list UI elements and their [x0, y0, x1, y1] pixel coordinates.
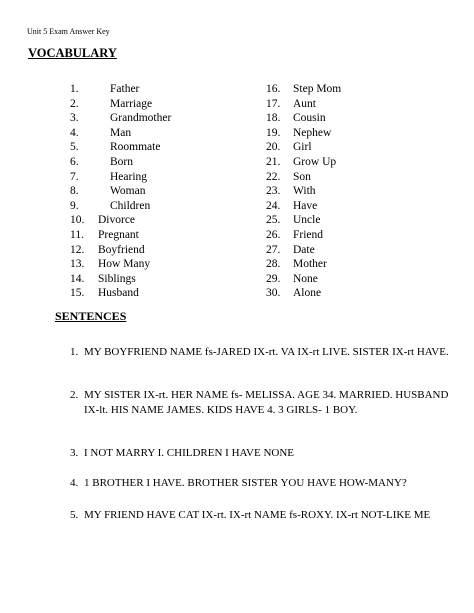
vocab-number: 6.	[70, 155, 79, 168]
vocab-word: Hearing	[110, 170, 148, 183]
vocab-word: Aunt	[293, 97, 316, 110]
sentence-item	[70, 476, 450, 491]
vocab-word: Man	[110, 126, 132, 139]
sentence-number: 2.	[70, 389, 79, 401]
vocab-number: 13.	[70, 258, 85, 271]
vocab-number: 12.	[70, 243, 85, 256]
vocab-word: Have	[293, 199, 318, 212]
vocab-number: 24.	[266, 199, 281, 212]
vocab-word: Uncle	[293, 214, 321, 227]
vocab-number: 19.	[266, 126, 281, 139]
vocab-number: 18.	[266, 112, 281, 125]
vocab-number: 8.	[70, 185, 79, 198]
sentence-item	[70, 446, 450, 461]
sentence-text: 1 BROTHER I HAVE. BROTHER SISTER YOU HAVE HOW-MANY?	[84, 477, 407, 489]
vocab-word: Born	[110, 155, 133, 168]
vocab-number: 15.	[70, 287, 85, 300]
vocab-word: How Many	[98, 258, 151, 271]
vocab-word: Cousin	[293, 112, 326, 125]
vocab-word: Step Mom	[293, 83, 342, 95]
vocab-word: Date	[293, 243, 315, 256]
vocab-word: Girl	[293, 141, 312, 154]
vocab-word: Pregnant	[98, 228, 139, 241]
vocab-number: 3.	[70, 112, 79, 125]
sentences-heading: SENTENCES	[55, 309, 127, 323]
document-header: Unit 5 Exam Answer Key	[27, 27, 110, 36]
vocab-number: 30.	[266, 287, 281, 300]
vocab-word: Divorce	[98, 214, 136, 227]
vocab-number: 9.	[70, 199, 79, 212]
vocab-word: Friend	[293, 228, 324, 241]
vocab-word: Children	[110, 199, 151, 212]
vocab-number: 7.	[70, 170, 79, 183]
vocab-number: 23.	[266, 185, 281, 198]
vocab-number: 5.	[70, 141, 79, 154]
vocab-word: None	[293, 272, 318, 285]
vocab-word: Mother	[293, 258, 327, 271]
vocab-number: 17.	[266, 97, 281, 110]
vocab-number: 25.	[266, 214, 281, 227]
sentence-item	[70, 345, 450, 360]
vocab-word: Father	[110, 83, 140, 95]
sentence-text: MY FRIEND HAVE CAT IX-rt. IX-rt NAME fs-ROXY. IX-rt NOT-LIKE ME	[84, 509, 431, 521]
vocab-number: 26.	[266, 228, 281, 241]
vocab-word: Son	[293, 170, 311, 183]
vocab-number: 29.	[266, 272, 281, 285]
sentence-number: 1.	[70, 346, 79, 358]
sentence-number: 5.	[70, 509, 79, 521]
vocab-number: 22.	[266, 170, 281, 183]
sentence-number: 3.	[70, 447, 79, 459]
vocab-number: 10.	[70, 214, 85, 227]
vocab-number: 27.	[266, 243, 281, 256]
vocab-number: 2.	[70, 97, 79, 110]
sentence-text: MY SISTER IX-rt. HER NAME fs- MELISSA. AGE 34. MARRIED. HUSBAND IX-lt. HIS NAME JAMES. KIDS HAVE 4. 3 GIRLS- 1 BOY.	[84, 389, 449, 416]
vocab-word: Husband	[98, 287, 139, 300]
vocab-number: 11.	[70, 228, 84, 241]
sentence-item	[70, 508, 450, 523]
vocab-number: 20.	[266, 141, 281, 154]
vocab-word: Roommate	[110, 141, 161, 154]
vocab-word: Nephew	[293, 126, 332, 139]
vocab-word: Grandmother	[110, 112, 172, 125]
vocab-number: 14.	[70, 272, 85, 285]
vocab-number: 21.	[266, 155, 281, 168]
vocab-word: Siblings	[98, 272, 136, 285]
vocab-word: With	[293, 185, 316, 198]
vocab-number: 28.	[266, 258, 281, 271]
vocab-word: Woman	[110, 185, 146, 198]
sentence-text: MY BOYFRIEND NAME fs-JARED IX-rt. VA IX-rt LIVE. SISTER IX-rt HAVE.	[84, 346, 449, 358]
vocab-number: 16.	[266, 83, 281, 95]
vocab-word: Marriage	[110, 97, 153, 110]
vocabulary-heading: VOCABULARY	[28, 46, 117, 60]
vocab-number: 4.	[70, 126, 79, 139]
sentence-number: 4.	[70, 477, 79, 489]
vocab-word: Alone	[293, 287, 322, 300]
sentence-item	[70, 388, 450, 417]
vocab-word: Boyfriend	[98, 243, 145, 256]
vocab-number: 1.	[70, 83, 79, 95]
sentence-text: I NOT MARRY I. CHILDREN I HAVE NONE	[84, 447, 295, 459]
vocab-word: Grow Up	[293, 155, 337, 168]
